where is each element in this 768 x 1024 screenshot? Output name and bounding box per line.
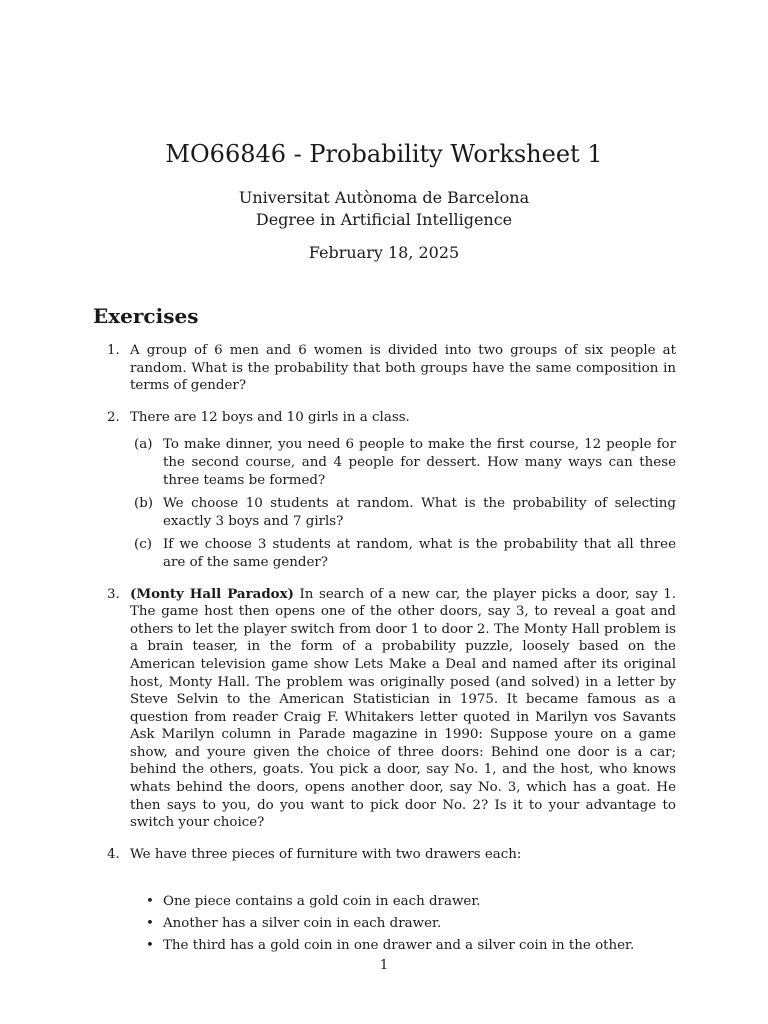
subitem-label: (c)	[134, 537, 152, 553]
exercise-body: In search of a new car, the player picks a door, say 1. The game host then opens one of the other doors, say 3, to reveal a goat and others to let the player switch from door 1 to door 2. The Monty Hall problem is a brain teaser, in the form of a probability puzzle, loosely based on the American television game show Lets Make a Deal and named after its original host, Monty Hall. The problem was originally posed (and solved) in a letter by Steve Selvin to the American Statistician in 1975. It became famous as a question from reader Craig F. Whitakers letter quoted in Marilyn vos Savants Ask Marilyn column in Parade magazine in 1990: Suppose youre on a game show, and youre given the choice of three doors: Behind one door is a car; behind the others, goats. You pick a door, say No. 1, and the host, who knows whats behind the doors, opens another door, say No. 3, which has a goat. He then says to you, do you want to pick door No. 2? Is it to your advantage to switch your choice?	[130, 586, 676, 831]
bullet-icon: •	[146, 937, 154, 953]
list-item-text: The third has a gold coin in one drawer and a silver coin in the other.	[163, 937, 635, 953]
exercise-number: 4.	[107, 846, 120, 862]
exercise-number: 3.	[107, 586, 120, 602]
exercise-text: We have three pieces of furniture with two drawers each:	[130, 846, 522, 862]
list-item-text: One piece contains a gold coin in each drawer.	[163, 894, 481, 910]
exercise-text: There are 12 boys and 10 girls in a class.	[130, 409, 410, 425]
exercise-bold-lead: (Monty Hall Paradox)	[130, 585, 294, 602]
subitem-text: If we choose 3 students at random, what is the probability that all three are of the same gender?	[163, 537, 676, 570]
list-item	[146, 893, 676, 911]
list-item	[146, 937, 676, 955]
exercise-2	[93, 409, 676, 572]
exercise-number: 2.	[107, 409, 120, 425]
exercise-4	[93, 846, 676, 954]
bullet-icon: •	[146, 916, 154, 932]
exercise-text	[130, 586, 676, 832]
list-item	[146, 915, 676, 933]
subitem-text: We choose 10 students at random. What is the probability of selecting exactly 3 boys and 7 girls?	[163, 496, 676, 529]
affiliation-degree: Degree in Artificial Intelligence	[255, 210, 513, 229]
subitem-text: To make dinner, you need 6 people to make the first course, 12 people for the second course, and 4 people for dessert. How many ways can these three teams be formed?	[163, 437, 676, 488]
exercise-text: A group of 6 men and 6 women is divided into two groups of six people at random. What is the probability that both groups have the same composition in terms of gender?	[130, 343, 676, 394]
document-title: MO66846 - Probability Worksheet 1	[165, 140, 603, 168]
page-number: 1	[379, 958, 389, 973]
affiliation-university: Universitat Autònoma de Barcelona	[238, 188, 530, 207]
bullet-icon: •	[146, 894, 154, 910]
subitem-label: (b)	[134, 496, 154, 512]
subitem-b	[130, 495, 676, 530]
subitem-c	[130, 536, 676, 571]
subitem-a	[130, 436, 676, 489]
list-item-text: Another has a silver coin in each drawer.	[163, 916, 442, 932]
exercise-number: 1.	[107, 343, 120, 358]
exercise-3	[93, 586, 676, 832]
subitem-label: (a)	[134, 437, 153, 453]
exercise-list	[93, 342, 676, 964]
section-title: Exercises	[93, 304, 199, 328]
exercise-1	[93, 342, 676, 395]
affiliation	[0, 187, 768, 231]
bullet-list	[130, 893, 676, 954]
document-date: February 18, 2025	[308, 243, 460, 262]
